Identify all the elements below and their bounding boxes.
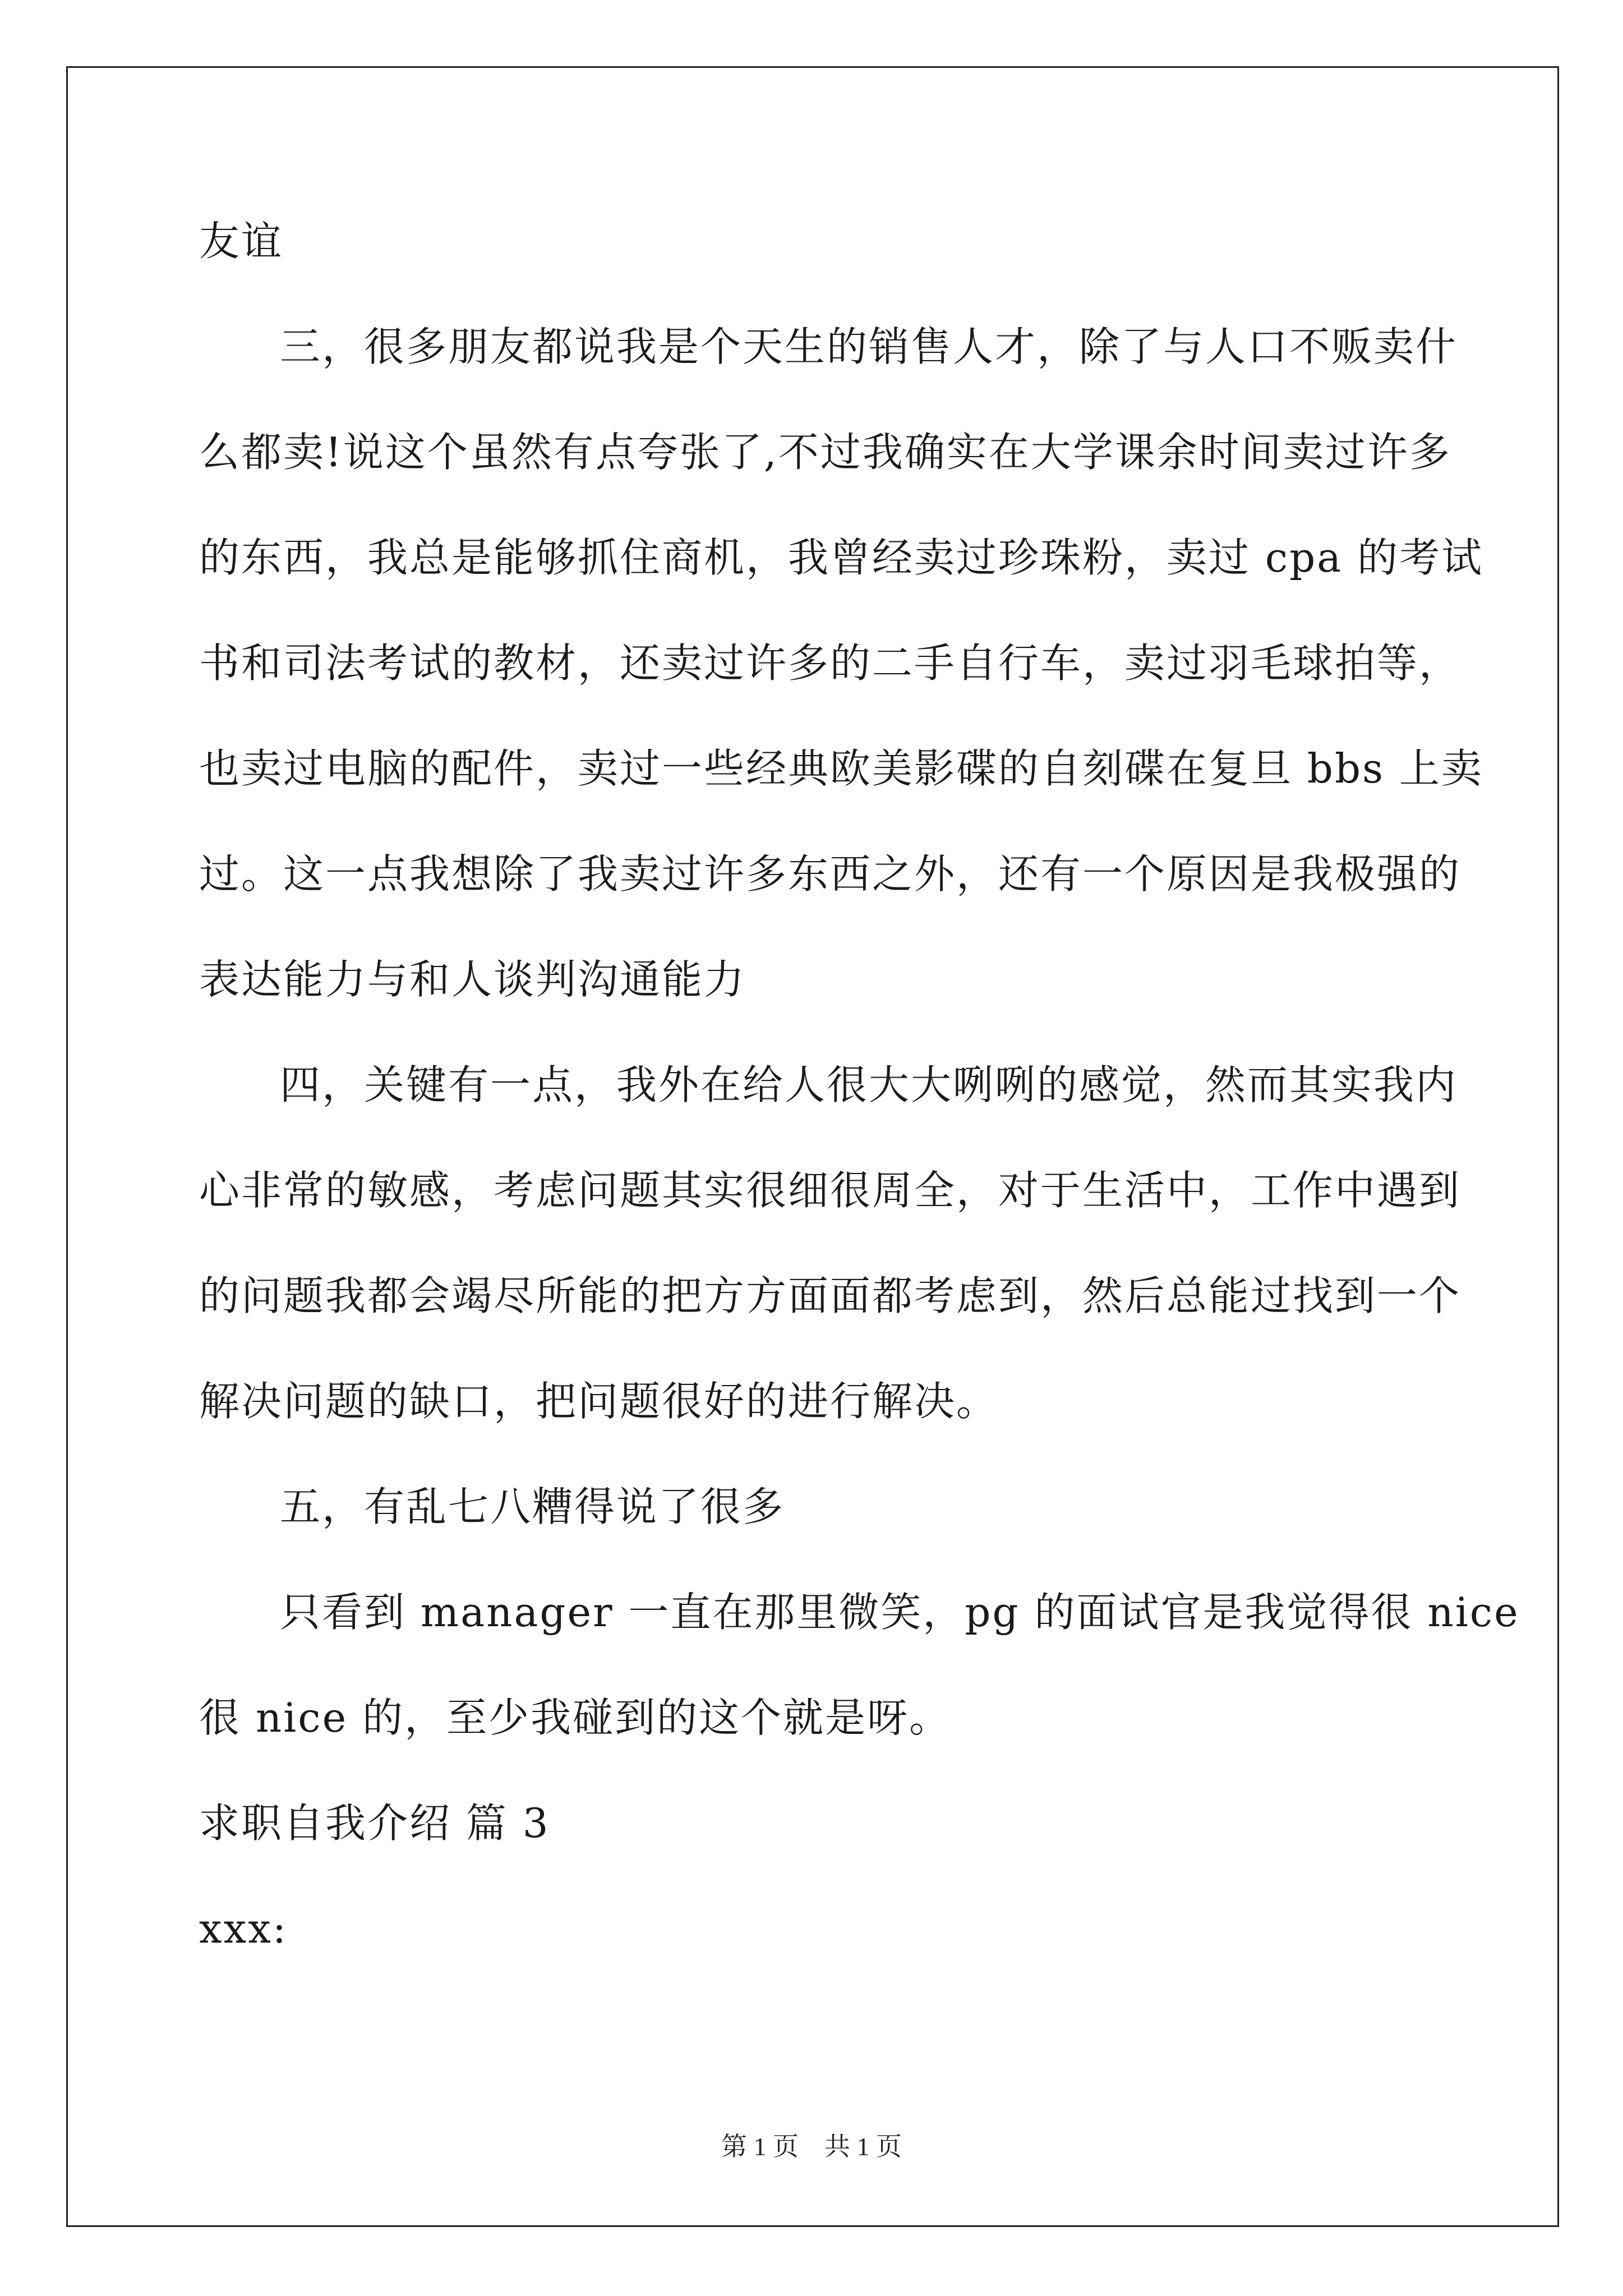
text-line: 三，很多朋友都说我是个天生的销售人才，除了与人口不贩卖什 xyxy=(280,323,1458,370)
section-heading: 求职自我介绍 篇 3 xyxy=(199,1800,550,1847)
salutation: xxx: xyxy=(199,1905,288,1952)
text-line: 的问题我都会竭尽所能的把方方面面都考虑到，然后总能过找到一个 xyxy=(199,1272,1461,1319)
page-number-footer: 第 1 页 共 1 页 xyxy=(721,2132,902,2161)
text-line: 过。这一点我想除了我卖过许多东西之外，还有一个原因是我极强的 xyxy=(199,850,1461,898)
text-line: 四，关键有一点，我外在给人很大大咧咧的感觉，然而其实我内 xyxy=(280,1061,1458,1108)
text-line: 的东西，我总是能够抓住商机，我曾经卖过珍珠粉，卖过 cpa 的考试 xyxy=(199,534,1484,581)
text-line: 书和司法考试的教材，还卖过许多的二手自行车，卖过羽毛球拍等， xyxy=(199,639,1461,687)
text-line: 友谊 xyxy=(199,218,284,265)
text-line: 解决问题的缺口，把问题很好的进行解决。 xyxy=(199,1378,999,1425)
text-line: 很 nice 的，至少我碰到的这个就是呀。 xyxy=(199,1694,952,1741)
text-line: 表达能力与和人谈判沟通能力 xyxy=(199,956,746,1003)
text-line: 只看到 manager 一直在那里微笑，pg 的面试官是我觉得很 nice xyxy=(280,1589,1520,1636)
text-line: 五，有乱七八糟得说了很多 xyxy=(280,1483,785,1530)
page-border xyxy=(66,66,1559,2227)
text-line: 心非常的敏感，考虑问题其实很细很周全，对于生活中，工作中遇到 xyxy=(199,1167,1461,1214)
text-line: 么都卖!说这个虽然有点夸张了,不过我确实在大学课余时间卖过许多 xyxy=(199,429,1451,476)
text-line: 也卖过电脑的配件，卖过一些经典欧美影碟的自刻碟在复旦 bbs 上卖 xyxy=(199,745,1483,792)
